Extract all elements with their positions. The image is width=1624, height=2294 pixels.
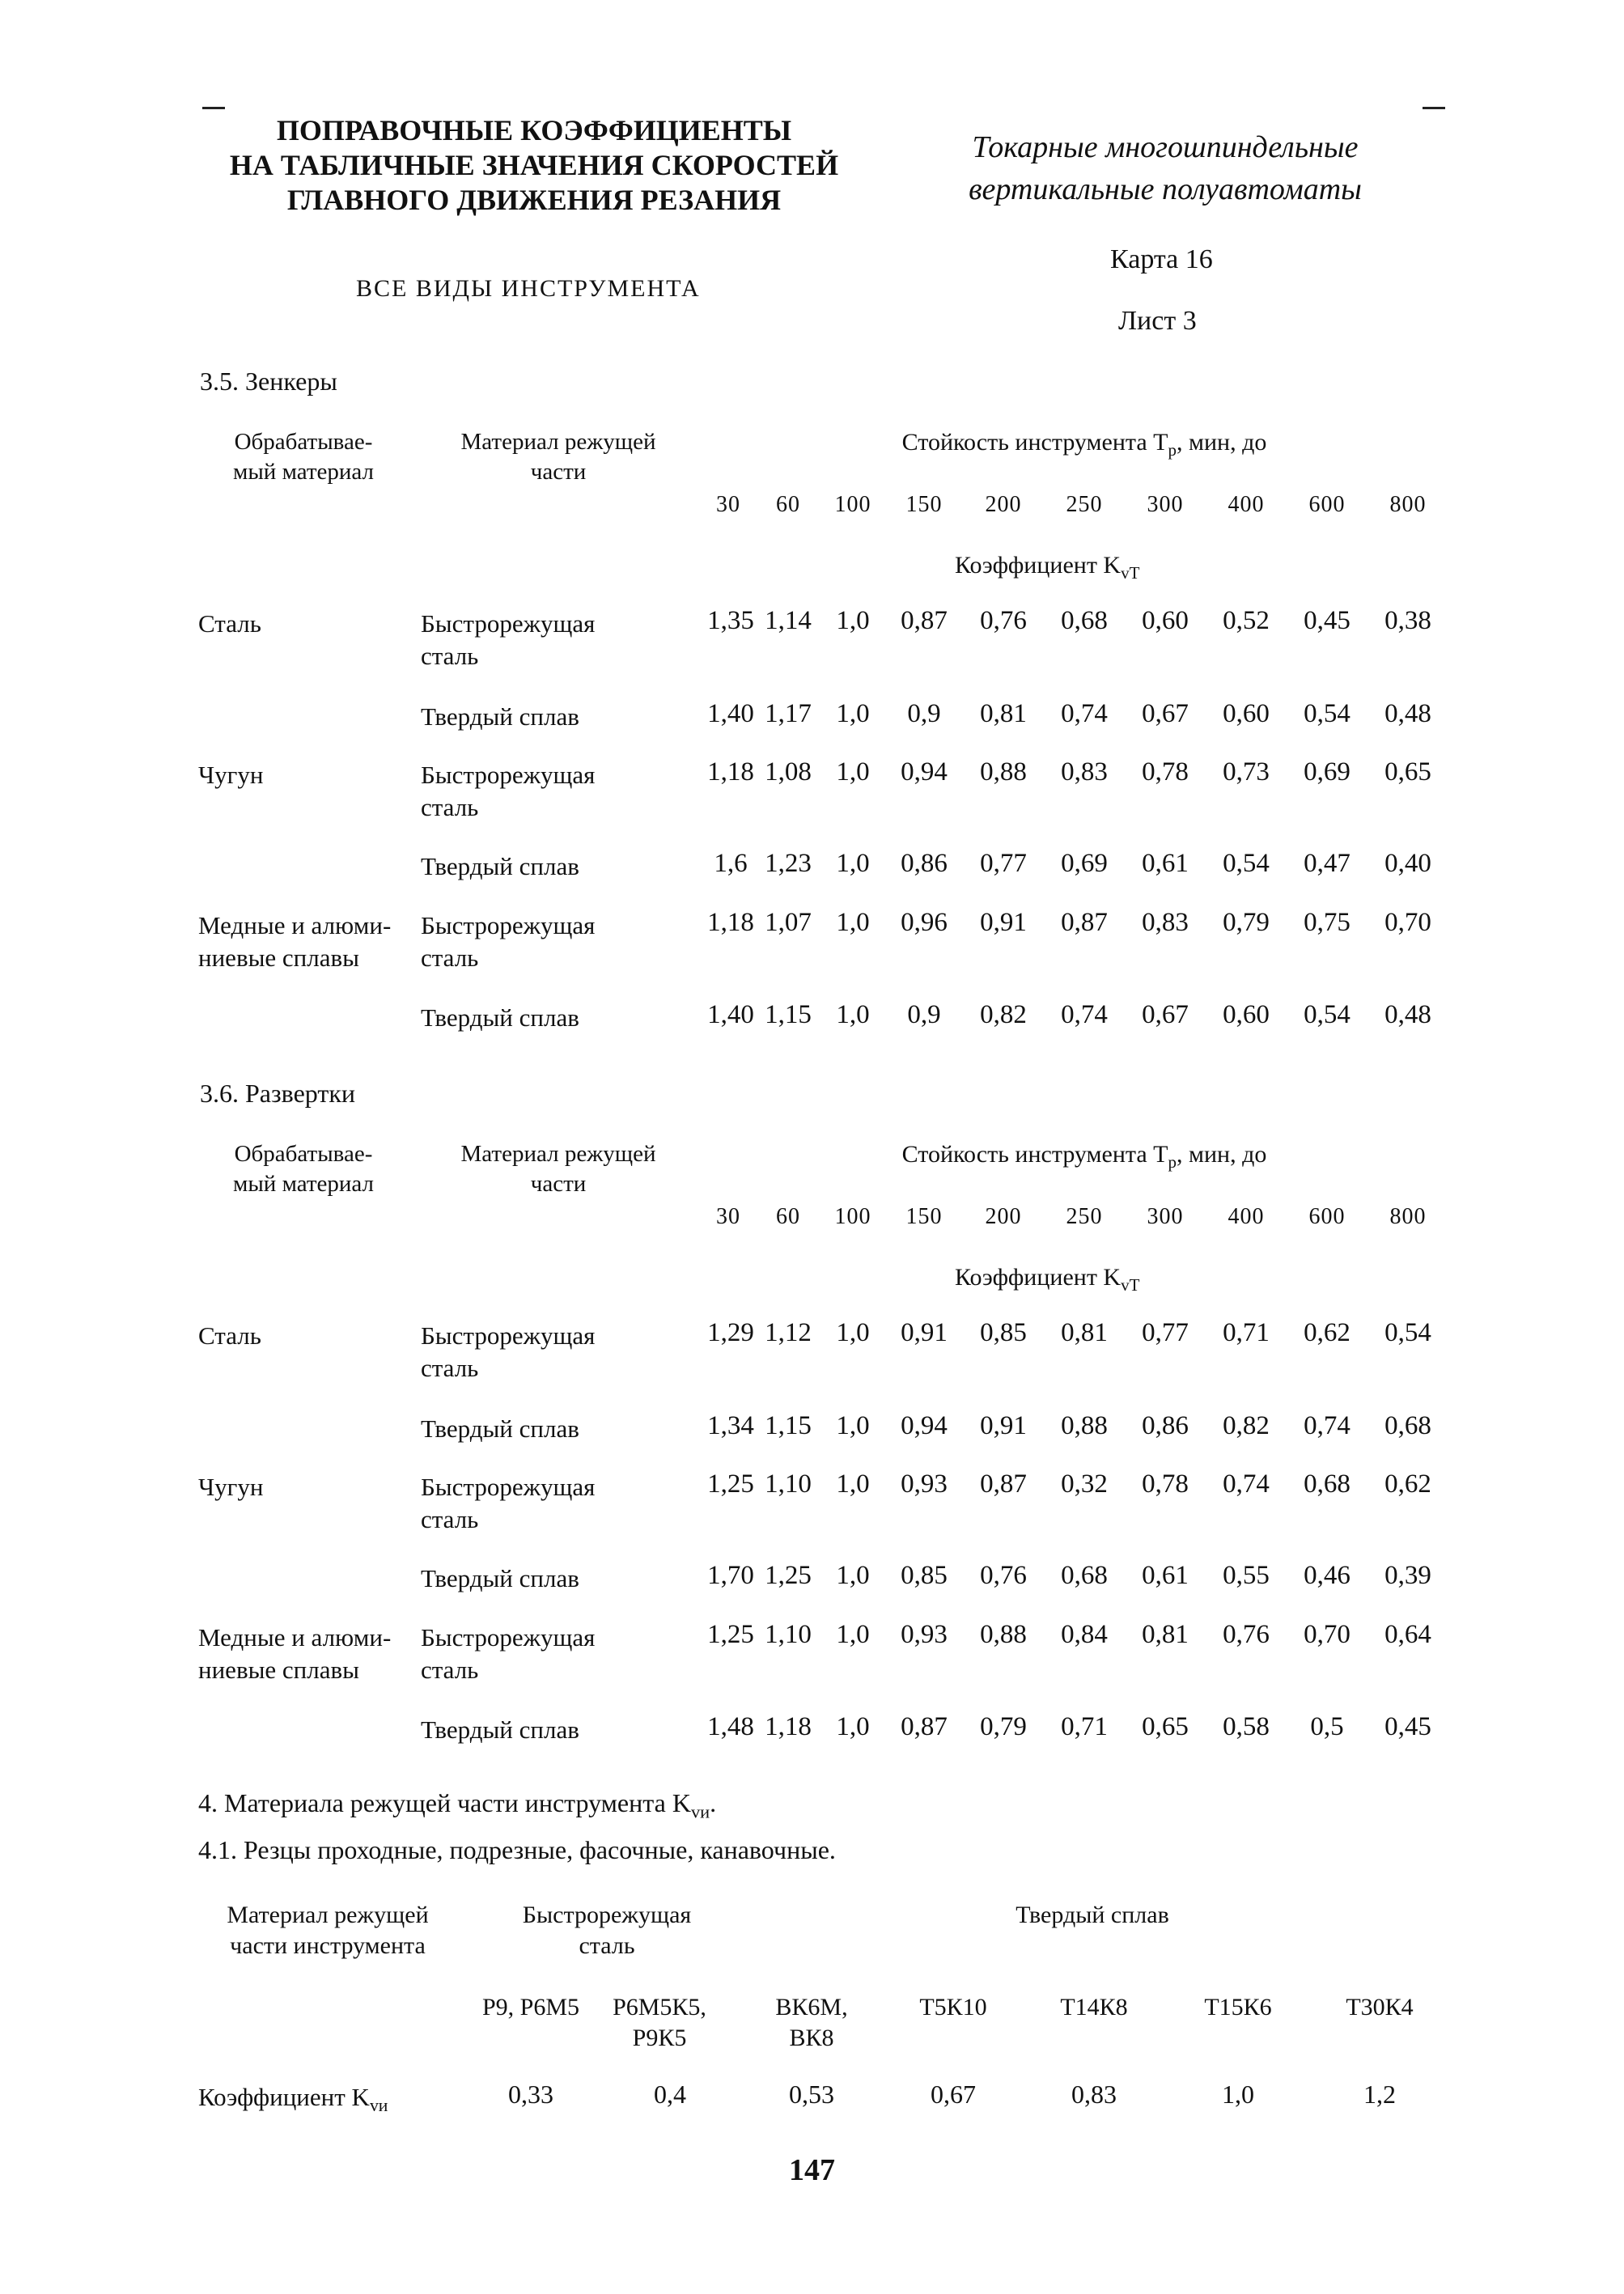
coefficient-value: 0,45: [1384, 1712, 1431, 1741]
coefficient-value: 0,83: [1061, 757, 1108, 787]
coefficient-value: 1,34: [707, 1411, 754, 1440]
tool-line: сталь: [421, 1354, 479, 1382]
period-header: 150: [905, 492, 943, 517]
grade-line: Т14К8: [1060, 1994, 1128, 2021]
grade-header: [1021, 1992, 1167, 2023]
header-line: части инструмента: [230, 1932, 426, 1959]
col-header-tool-life: [842, 427, 1327, 465]
title-line-3: ГЛАВНОГО ДВИЖЕНИЯ РЕЗАНИЯ: [286, 184, 782, 216]
coefficient-value: 0,73: [1223, 757, 1270, 787]
header-line: части: [530, 1171, 587, 1197]
period-header: 800: [1389, 1204, 1427, 1229]
header-line: сталь: [579, 1932, 635, 1959]
coefficient-value: 0,82: [1223, 1411, 1270, 1440]
coefficient-value: 0,62: [1304, 1318, 1351, 1347]
coefficient-value: 0,74: [1304, 1411, 1351, 1440]
coefficient-value: 1,0: [836, 1000, 870, 1029]
coefficient-value: 0,83: [1142, 908, 1189, 937]
coefficient-value: 1,14: [765, 606, 812, 635]
period-header: 150: [905, 1204, 943, 1229]
period-header: 200: [985, 1204, 1022, 1229]
tool-line: Твердый сплав: [421, 852, 579, 880]
material-line: ниевые сплавы: [198, 943, 359, 972]
coefficient-value: 0,46: [1304, 1561, 1351, 1590]
coefficient-value: 1,18: [765, 1712, 812, 1741]
coefficient-value: 0,68: [1061, 606, 1108, 635]
period-header: 250: [1066, 1204, 1103, 1229]
grade-line: Р9, Р6М5: [481, 1994, 580, 2021]
coefficient-value: 1,35: [707, 606, 754, 635]
kvi-value: 0,53: [789, 2080, 834, 2109]
coefficient-value: 1,12: [765, 1318, 812, 1347]
section4-title: [198, 1788, 716, 1822]
coefficient-value: 0,67: [1142, 1000, 1189, 1029]
tool-line: Твердый сплав: [421, 702, 579, 731]
coefficient-value: 0,48: [1384, 1000, 1431, 1029]
section4-title-subscript: vи: [690, 1801, 710, 1822]
kvi-value: 1,0: [1222, 2080, 1254, 2109]
row-tool-material: [421, 1471, 680, 1536]
coefficient-value: 0,39: [1384, 1561, 1431, 1590]
coefficient-value: 0,38: [1384, 606, 1431, 635]
coefficient-value: 0,81: [980, 699, 1027, 728]
grade-line: Т15К6: [1204, 1994, 1272, 2021]
tool-life-subscript: p: [1168, 1152, 1177, 1172]
coefficient-value: 0,69: [1304, 757, 1351, 787]
corner-dash-left: [202, 107, 225, 109]
coefficient-value: 0,75: [1304, 908, 1351, 937]
col-header-tool-life: [842, 1139, 1327, 1177]
page-title: [178, 113, 890, 218]
title-line-1: ПОПРАВОЧНЫЕ КОЭФФИЦИЕНТЫ: [276, 114, 792, 146]
coefficient-value: 0,79: [980, 1712, 1027, 1741]
tool-line: Быстрорежущая: [421, 1473, 596, 1501]
material-line: Медные и алюми-: [198, 1623, 392, 1652]
coefficient-value: 0,70: [1304, 1620, 1351, 1649]
coefficient-value: 0,91: [980, 1411, 1027, 1440]
coefficient-value: 0,93: [901, 1620, 948, 1649]
row-workpiece-material: [198, 1471, 433, 1503]
period-header: 30: [716, 1204, 740, 1229]
kvi-value: 0,83: [1071, 2080, 1117, 2109]
tool-line: Твердый сплав: [421, 1003, 579, 1032]
tool-line: сталь: [421, 642, 479, 670]
coefficient-value: 1,40: [707, 699, 754, 728]
period-header: 30: [716, 492, 740, 517]
header-line: Материал режущей: [227, 1902, 429, 1928]
coefficient-kvt-label: [955, 1264, 1139, 1295]
coefficient-value: 0,74: [1223, 1469, 1270, 1499]
coefficient-value: 1,0: [836, 1469, 870, 1499]
row-tool-material: [421, 1413, 680, 1445]
page-number: 147: [789, 2153, 835, 2187]
row-workpiece-material: [198, 1320, 433, 1352]
coefficient-value: 0,58: [1223, 1712, 1270, 1741]
period-header: 600: [1308, 1204, 1346, 1229]
material-line: ниевые сплавы: [198, 1656, 359, 1684]
coefficient-value: 0,9: [907, 1000, 941, 1029]
coefficient-value: 1,18: [707, 908, 754, 937]
coefficient-kvt-label-text: Коэффициент K: [955, 1264, 1122, 1291]
coefficient-value: 1,10: [765, 1469, 812, 1499]
section-title: 3.6. Развертки: [200, 1079, 355, 1108]
coefficient-value: 0,84: [1061, 1620, 1108, 1649]
coefficient-value: 1,0: [836, 849, 870, 878]
coefficient-value: 0,94: [901, 1411, 948, 1440]
coefficient-value: 0,68: [1304, 1469, 1351, 1499]
period-header: 60: [776, 492, 800, 517]
period-header: 800: [1389, 492, 1427, 517]
grade-header: [1307, 1992, 1452, 2023]
coefficient-value: 0,70: [1384, 908, 1431, 937]
coefficient-kvt-label-subscript: vT: [1121, 1275, 1140, 1295]
kvi-value: 1,2: [1363, 2080, 1396, 2109]
title-line-2: НА ТАБЛИЧНЫЕ ЗНАЧЕНИЯ СКОРОСТЕЙ: [229, 149, 839, 181]
coefficient-value: 0,69: [1061, 849, 1108, 878]
coefficient-value: 0,48: [1384, 699, 1431, 728]
tool-line: Быстрорежущая: [421, 911, 596, 939]
coefficient-value: 0,65: [1384, 757, 1431, 787]
coefficient-value: 1,48: [707, 1712, 754, 1741]
grade-header: [880, 1992, 1026, 2023]
tool-line: Твердый сплав: [421, 1715, 579, 1744]
tool-life-label: Стойкость инструмента T: [901, 1141, 1168, 1168]
tool-line: Быстрорежущая: [421, 761, 596, 789]
period-header: 100: [834, 492, 871, 517]
header-line: Обрабатывае-: [234, 1141, 373, 1167]
header-line: Обрабатывае-: [234, 429, 373, 455]
coefficient-kvi-label-text: Коэффициент K: [198, 2083, 370, 2111]
coefficient-value: 0,61: [1142, 849, 1189, 878]
coefficient-kvt-label: [955, 552, 1139, 583]
coefficient-value: 1,0: [836, 699, 870, 728]
coefficient-value: 0,77: [980, 849, 1027, 878]
coefficient-value: 0,68: [1061, 1561, 1108, 1590]
coefficient-value: 0,62: [1384, 1469, 1431, 1499]
coefficient-value: 1,15: [765, 1411, 812, 1440]
coefficient-value: 0,78: [1142, 757, 1189, 787]
coefficient-value: 1,0: [836, 1318, 870, 1347]
coefficient-value: 0,52: [1223, 606, 1270, 635]
coefficient-kvi-label-subscript: vи: [369, 2096, 388, 2116]
grade-line: ВК6М,: [775, 1994, 848, 2021]
grade-header: [739, 1992, 884, 2054]
col-header-tool-material-kvi: [198, 1900, 457, 1961]
coefficient-value: 0,40: [1384, 849, 1431, 878]
coefficient-value: 1,0: [836, 1411, 870, 1440]
tool-life-suffix: , мин, до: [1177, 429, 1267, 456]
coefficient-value: 1,10: [765, 1620, 812, 1649]
row-tool-material: [421, 1320, 680, 1384]
coefficient-value: 0,94: [901, 757, 948, 787]
grade-line: Т30К4: [1346, 1994, 1414, 2021]
material-line: Сталь: [198, 1321, 261, 1350]
coefficient-value: 1,17: [765, 699, 812, 728]
coefficient-value: 0,71: [1223, 1318, 1270, 1347]
coefficient-value: 1,25: [707, 1469, 754, 1499]
grade-header: [458, 1992, 604, 2023]
kvi-value: 0,33: [508, 2080, 553, 2109]
coefficient-value: 0,74: [1061, 1000, 1108, 1029]
tool-line: сталь: [421, 1505, 479, 1533]
tool-line: сталь: [421, 793, 479, 821]
tool-life-label: Стойкость инструмента T: [901, 429, 1168, 456]
grade-line: Р6М5К5,: [613, 1994, 706, 2021]
coefficient-value: 0,45: [1304, 606, 1351, 635]
coefficient-value: 0,54: [1304, 1000, 1351, 1029]
coefficient-value: 0,91: [901, 1318, 948, 1347]
coefficient-value: 0,60: [1223, 699, 1270, 728]
section41-subtitle: 4.1. Резцы проходные, подрезные, фасочные, канавочные.: [198, 1835, 836, 1864]
group-header-carbide: Твердый сплав: [1016, 1902, 1169, 1928]
row-tool-material: [421, 910, 680, 974]
col-header-tool-material: [437, 1139, 680, 1199]
grade-header: [1165, 1992, 1311, 2023]
header-line: Быстрорежущая: [522, 1902, 692, 1928]
corner-dash-right: [1423, 107, 1445, 109]
coefficient-value: 0,88: [980, 1620, 1027, 1649]
tool-line: сталь: [421, 943, 479, 972]
grade-line: Р9К5: [632, 2025, 687, 2051]
period-header: 600: [1308, 492, 1346, 517]
coefficient-value: 1,0: [836, 1561, 870, 1590]
coefficient-value: 0,93: [901, 1469, 948, 1499]
tool-line: Твердый сплав: [421, 1414, 579, 1443]
coefficient-value: 1,29: [707, 1318, 754, 1347]
tool-line: Быстрорежущая: [421, 1623, 596, 1652]
material-line: Сталь: [198, 609, 261, 638]
coefficient-value: 0,55: [1223, 1561, 1270, 1590]
coefficient-value: 1,70: [707, 1561, 754, 1590]
coefficient-value: 0,77: [1142, 1318, 1189, 1347]
section-title: 3.5. Зенкеры: [200, 367, 337, 396]
material-line: Медные и алюми-: [198, 911, 392, 939]
coefficient-value: 1,40: [707, 1000, 754, 1029]
section4-title-end: .: [710, 1788, 717, 1817]
tool-life-suffix: , мин, до: [1177, 1141, 1267, 1168]
coefficient-value: 0,61: [1142, 1561, 1189, 1590]
row-tool-material: [421, 850, 680, 883]
coefficient-value: 1,08: [765, 757, 812, 787]
coefficient-value: 0,5: [1310, 1712, 1344, 1741]
row-workpiece-material: [198, 1622, 433, 1686]
coefficient-value: 0,91: [980, 908, 1027, 937]
series-line-2: вертикальные полуавтоматы: [969, 172, 1362, 206]
row-tool-material: [421, 1563, 680, 1595]
coefficient-value: 0,54: [1304, 699, 1351, 728]
coefficient-value: 0,86: [901, 849, 948, 878]
coefficient-value: 1,18: [707, 757, 754, 787]
period-header: 250: [1066, 492, 1103, 517]
coefficient-value: 0,87: [901, 606, 948, 635]
header-line: Материал режущей: [460, 1141, 656, 1167]
coefficient-value: 0,74: [1061, 699, 1108, 728]
grade-line: Т5К10: [919, 1994, 987, 2021]
coefficient-value: 0,87: [1061, 908, 1108, 937]
coefficient-kvt-label-text: Коэффициент K: [955, 552, 1122, 579]
coefficient-value: 1,23: [765, 849, 812, 878]
tool-line: Быстрорежущая: [421, 609, 596, 638]
grade-line: ВК8: [789, 2025, 834, 2051]
coefficient-value: 0,65: [1142, 1712, 1189, 1741]
coefficient-value: 0,96: [901, 908, 948, 937]
machine-series: [914, 126, 1416, 210]
header-line: мый материал: [232, 459, 375, 485]
coefficient-value: 1,25: [765, 1561, 812, 1590]
row-tool-material: [421, 759, 680, 824]
row-workpiece-material: [198, 910, 433, 974]
coefficient-value: 0,54: [1384, 1318, 1431, 1347]
header-line: Материал режущей: [460, 429, 656, 455]
coefficient-value: 0,79: [1223, 908, 1270, 937]
coefficient-value: 1,25: [707, 1620, 754, 1649]
coefficient-value: 0,81: [1142, 1620, 1189, 1649]
period-header: 200: [985, 492, 1022, 517]
row-workpiece-material: [198, 608, 433, 640]
coefficient-value: 0,68: [1384, 1411, 1431, 1440]
coefficient-value: 1,0: [836, 908, 870, 937]
period-header: 60: [776, 1204, 800, 1229]
coefficient-value: 0,85: [901, 1561, 948, 1590]
tool-line: Твердый сплав: [421, 1564, 579, 1592]
header-line: части: [530, 459, 587, 485]
coefficient-value: 0,76: [980, 606, 1027, 635]
all-instruments-label: ВСЕ ВИДЫ ИНСТРУМЕНТА: [356, 275, 701, 302]
coefficient-value: 0,87: [980, 1469, 1027, 1499]
material-line: Чугун: [198, 1473, 264, 1501]
coefficient-value: 0,88: [1061, 1411, 1108, 1440]
period-header: 400: [1228, 1204, 1265, 1229]
coefficient-value: 0,9: [907, 699, 941, 728]
row-tool-material: [421, 1714, 680, 1746]
coefficient-value: 0,82: [980, 1000, 1027, 1029]
coefficient-value: 0,67: [1142, 699, 1189, 728]
tool-line: сталь: [421, 1656, 479, 1684]
col-header-workpiece-material: [194, 1139, 413, 1199]
row-tool-material: [421, 608, 680, 672]
kvi-value: 0,4: [654, 2080, 686, 2109]
period-header: 300: [1147, 492, 1184, 517]
coefficient-value: 0,85: [980, 1318, 1027, 1347]
row-tool-material: [421, 1002, 680, 1034]
tool-life-subscript: p: [1168, 440, 1177, 460]
coefficient-value: 0,64: [1384, 1620, 1431, 1649]
coefficient-value: 0,32: [1061, 1469, 1108, 1499]
kvi-value: 0,67: [931, 2080, 976, 2109]
coefficient-value: 1,07: [765, 908, 812, 937]
coefficient-value: 0,76: [1223, 1620, 1270, 1649]
grade-header: [587, 1992, 732, 2054]
coefficient-value: 0,71: [1061, 1712, 1108, 1741]
header-line: мый материал: [232, 1171, 375, 1197]
period-header: 100: [834, 1204, 871, 1229]
coefficient-kvi-label: [198, 2081, 388, 2122]
coefficient-value: 0,76: [980, 1561, 1027, 1590]
coefficient-value: 1,15: [765, 1000, 812, 1029]
coefficient-value: 0,86: [1142, 1411, 1189, 1440]
period-header: 300: [1147, 1204, 1184, 1229]
tool-line: Быстрорежущая: [421, 1321, 596, 1350]
row-tool-material: [421, 701, 680, 733]
section4-title-text: 4. Материала режущей части инструмента K: [198, 1788, 691, 1817]
row-workpiece-material: [198, 759, 433, 791]
coefficient-kvt-label-subscript: vT: [1121, 563, 1140, 583]
coefficient-value: 1,0: [836, 1712, 870, 1741]
material-line: Чугун: [198, 761, 264, 789]
coefficient-value: 0,88: [980, 757, 1027, 787]
col-header-tool-material: [437, 427, 680, 487]
coefficient-value: 0,87: [901, 1712, 948, 1741]
coefficient-value: 1,6: [714, 849, 748, 878]
coefficient-value: 0,54: [1223, 849, 1270, 878]
coefficient-value: 0,60: [1223, 1000, 1270, 1029]
sheet-number: Лист 3: [1118, 306, 1197, 336]
coefficient-value: 1,0: [836, 606, 870, 635]
coefficient-value: 0,81: [1061, 1318, 1108, 1347]
card-number: Карта 16: [1110, 244, 1213, 274]
coefficient-value: 0,47: [1304, 849, 1351, 878]
coefficient-value: 0,60: [1142, 606, 1189, 635]
series-line-1: Токарные многошпиндельные: [972, 130, 1359, 164]
col-header-workpiece-material: [194, 427, 413, 487]
period-header: 400: [1228, 492, 1265, 517]
coefficient-value: 1,0: [836, 1620, 870, 1649]
coefficient-value: 0,78: [1142, 1469, 1189, 1499]
coefficient-value: 1,0: [836, 757, 870, 787]
group-header-hss: [486, 1900, 728, 1961]
row-tool-material: [421, 1622, 680, 1686]
